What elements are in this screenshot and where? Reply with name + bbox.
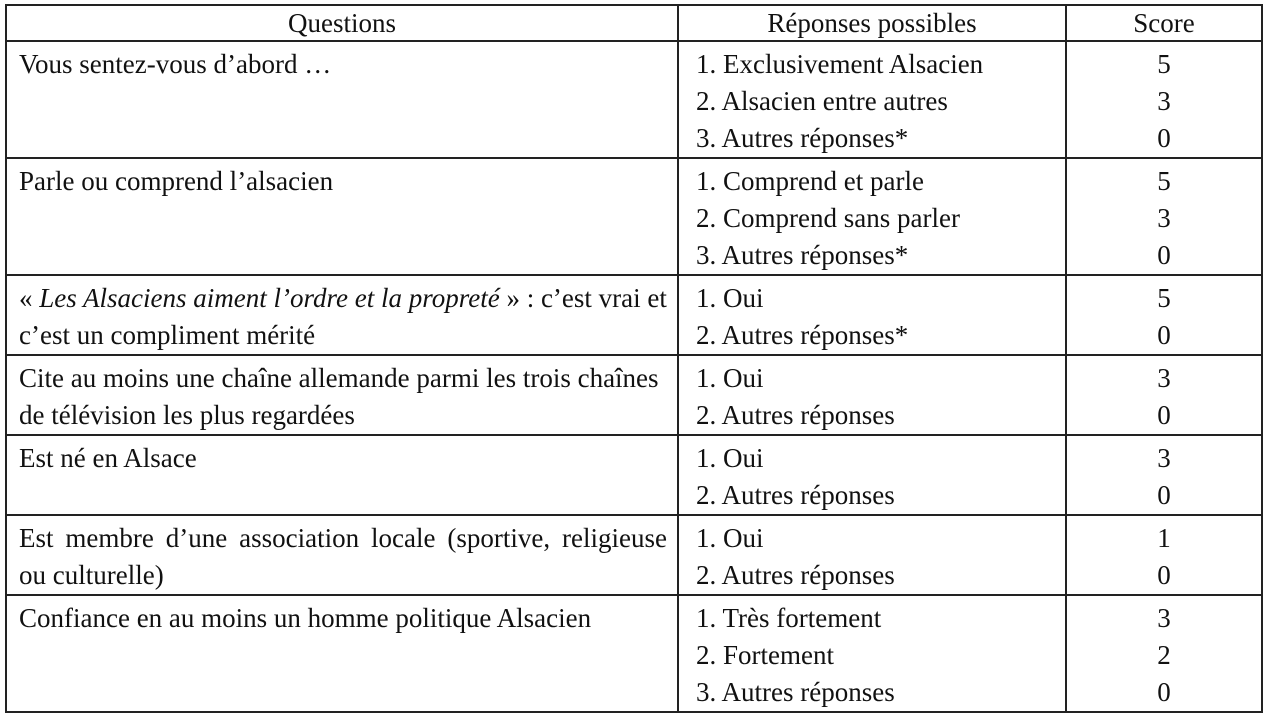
table-row xyxy=(6,41,1262,158)
score-value: 5 xyxy=(1157,49,1171,79)
question-cell xyxy=(6,275,678,355)
answer-option: 2. Comprend sans parler xyxy=(696,203,960,233)
question-cell: Cite au moins une chaîne allemande parmi les trois chaînes de télévision les plus regardées xyxy=(6,355,678,435)
score-cell xyxy=(1066,595,1262,712)
question-cell: Est membre d’une association locale (sportive, religieuse ou culturelle) xyxy=(6,515,678,595)
score-cell xyxy=(1066,435,1262,515)
answer-option: 2. Autres réponses xyxy=(696,480,895,510)
table-row xyxy=(6,275,1262,355)
question-cell: Est né en Alsace xyxy=(6,435,678,515)
answers-cell xyxy=(678,275,1066,355)
score-value: 1 xyxy=(1157,523,1171,553)
answer-option: 1. Oui xyxy=(696,443,764,473)
answer-option: 3. Autres réponses* xyxy=(696,240,909,270)
answer-option: 2. Autres réponses* xyxy=(696,320,909,350)
score-value: 0 xyxy=(1157,480,1171,510)
table-row xyxy=(6,355,1262,435)
score-value: 0 xyxy=(1157,320,1171,350)
score-cell xyxy=(1066,355,1262,435)
answer-option: 3. Autres réponses* xyxy=(696,123,909,153)
table-row xyxy=(6,435,1262,515)
answer-option: 1. Oui xyxy=(696,523,764,553)
score-value: 5 xyxy=(1157,166,1171,196)
score-value: 2 xyxy=(1157,640,1171,670)
question-quote: Les Alsaciens aiment l’ordre et la propreté xyxy=(39,283,500,313)
score-value: 3 xyxy=(1157,86,1171,116)
header-answers: Réponses possibles xyxy=(678,5,1066,41)
score-value: 0 xyxy=(1157,677,1171,707)
answer-option: 2. Autres réponses xyxy=(696,400,895,430)
question-cell: Confiance en au moins un homme politique Alsacien xyxy=(6,595,678,712)
answer-option: 1. Exclusivement Alsacien xyxy=(696,49,984,79)
table-row xyxy=(6,158,1262,275)
question-suffix: » : c’est vrai et c’est un compliment mérité xyxy=(19,283,667,350)
answers-cell xyxy=(678,355,1066,435)
score-value: 0 xyxy=(1157,560,1171,590)
score-cell xyxy=(1066,41,1262,158)
score-value: 3 xyxy=(1157,363,1171,393)
score-value: 0 xyxy=(1157,123,1171,153)
score-value: 3 xyxy=(1157,203,1171,233)
header-row xyxy=(6,5,1262,41)
score-value: 5 xyxy=(1157,283,1171,313)
score-cell xyxy=(1066,158,1262,275)
alsatian-identity-score-table xyxy=(5,4,1263,713)
score-value: 0 xyxy=(1157,240,1171,270)
answer-option: 3. Autres réponses xyxy=(696,677,895,707)
question-cell: Vous sentez-vous d’abord … xyxy=(6,41,678,158)
answers-cell xyxy=(678,41,1066,158)
header-score: Score xyxy=(1066,5,1262,41)
table-row xyxy=(6,515,1262,595)
answer-option: 2. Alsacien entre autres xyxy=(696,86,948,116)
table-row xyxy=(6,595,1262,712)
answers-cell xyxy=(678,595,1066,712)
score-value: 3 xyxy=(1157,603,1171,633)
question-cell: Parle ou comprend l’alsacien xyxy=(6,158,678,275)
answers-cell xyxy=(678,515,1066,595)
answer-option: 2. Autres réponses xyxy=(696,560,895,590)
score-cell xyxy=(1066,275,1262,355)
score-value: 3 xyxy=(1157,443,1171,473)
table-container xyxy=(5,4,1263,713)
answers-cell xyxy=(678,435,1066,515)
header-questions: Questions xyxy=(6,5,678,41)
answer-option: 1. Très fortement xyxy=(696,603,882,633)
score-value: 0 xyxy=(1157,400,1171,430)
answers-cell xyxy=(678,158,1066,275)
answer-option: 1. Oui xyxy=(696,283,764,313)
question-prefix: « xyxy=(19,283,40,313)
answer-option: 1. Comprend et parle xyxy=(696,166,924,196)
answer-option: 1. Oui xyxy=(696,363,764,393)
answer-option: 2. Fortement xyxy=(696,640,834,670)
score-cell xyxy=(1066,515,1262,595)
